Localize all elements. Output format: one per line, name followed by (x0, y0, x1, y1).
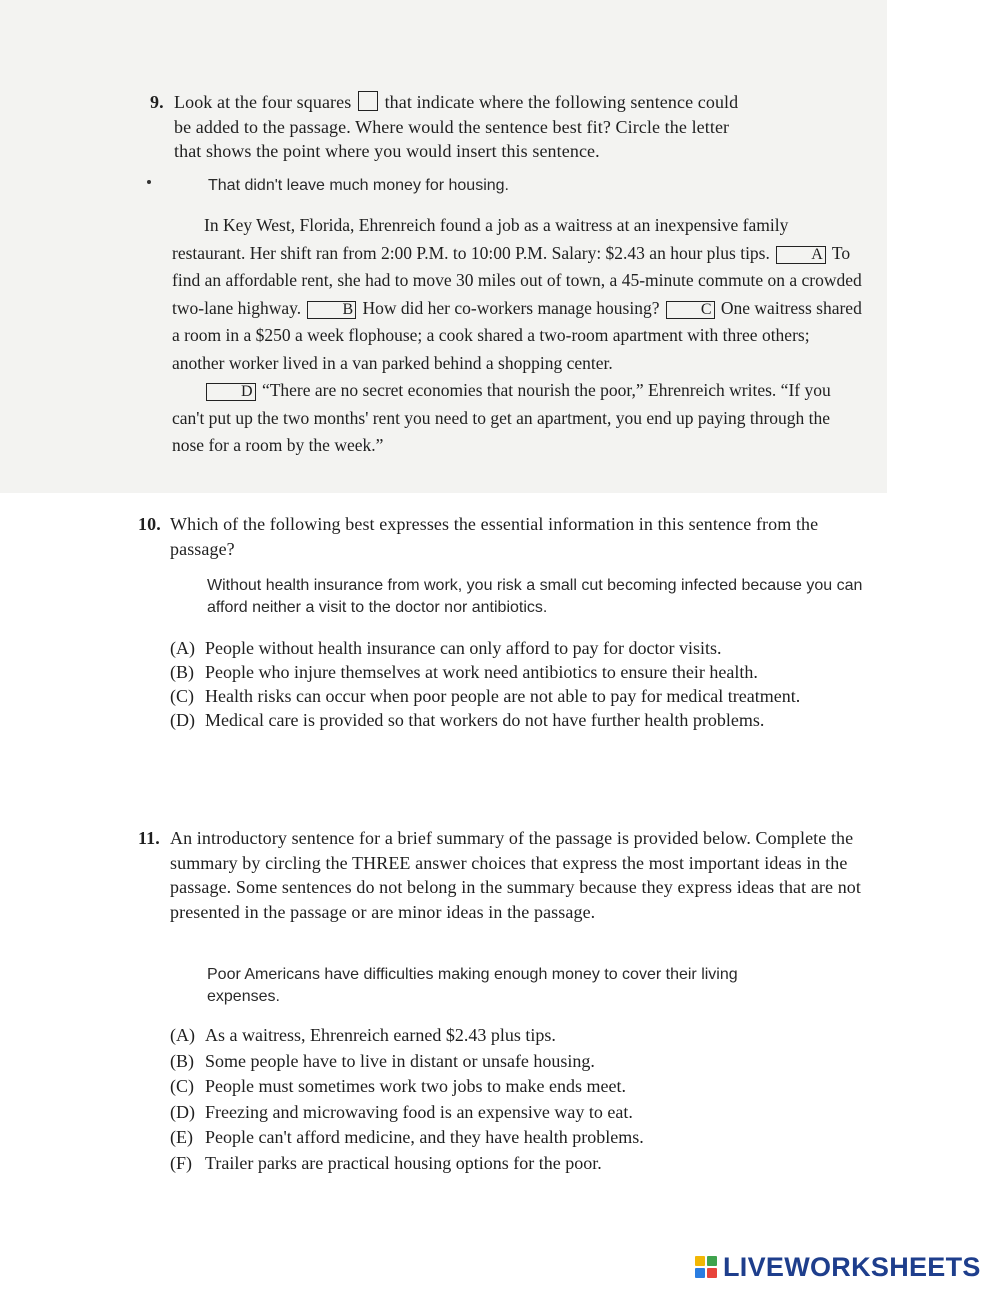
option-text: Medical care is provided so that workers do not have further health problems. (205, 710, 765, 730)
square-icon (358, 91, 378, 111)
question-10 (138, 512, 878, 561)
option-letter: (B) (170, 1050, 194, 1071)
question-9-prompt-line3: that shows the point where you would insert this sentence. (174, 141, 600, 161)
question-10-prompt: Which of the following best expresses the essential information in this sentence from the passage? (170, 514, 819, 559)
insert-box-c[interactable]: C (666, 301, 715, 319)
question-9-number: 9. (150, 92, 164, 112)
liveworksheets-logo[interactable] (695, 1252, 981, 1282)
question-9-prompt-line1a: Look at the four squares (174, 92, 352, 112)
option-text: Trailer parks are practical housing options for the poor. (205, 1152, 602, 1173)
question-10-option-d[interactable] (170, 708, 870, 732)
question-11-option-d[interactable] (170, 1100, 870, 1126)
option-text: Health risks can occur when poor people are not able to pay for medical treatment. (205, 686, 801, 706)
passage-text-1: In Key West, Florida, Ehrenreich found a job as a waitress at an inexpensive family restaurant. Her shift ran from 2:00 P.M. to 10:00 P.M. Salary: $2.43 an hour plus tips. (172, 215, 789, 263)
question-9-prompt (174, 90, 870, 164)
inserted-sentence: That didn't leave much money for housing. (208, 177, 509, 194)
question-10-option-b[interactable] (170, 660, 870, 684)
passage-paragraph-2 (172, 377, 862, 460)
question-11-option-a[interactable] (170, 1023, 870, 1049)
insert-box-a[interactable]: A (776, 246, 826, 264)
passage-text-4: One waitress shared a room in a $250 a week flophouse; a cook shared a two-room apartment with three others; another worker lived in a van parked behind a shopping center. (172, 297, 862, 373)
question-9-prompt-line2: be added to the passage. Where would the sentence best fit? Circle the letter (174, 116, 730, 137)
question-11-prompt: An introductory sentence for a brief summary of the passage is provided below. Complete the summary by circling the THREE answer choices that express the most important ideas in the passage. Some sentences do not belong in the summary because they express ideas that are not presented in the passage or are minor ideas in the passage. (170, 828, 862, 922)
question-9 (150, 90, 870, 164)
question-11 (138, 826, 878, 924)
question-11-quote: Poor Americans have difficulties making enough money to cover their living expenses. (207, 966, 738, 1005)
insert-box-d[interactable]: D (206, 383, 256, 401)
insert-box-b[interactable]: B (307, 301, 356, 319)
option-text: Some people have to live in distant or unsafe housing. (205, 1050, 595, 1071)
passage-text-5: “There are no secret economies that nourish the poor,” Ehrenreich writes. “If you can't put up the two months' rent you need to get an apartment, you end up paying through the nose for a room by the week.” (172, 380, 831, 455)
question-10-number: 10. (138, 514, 161, 534)
question-11-option-b[interactable] (170, 1049, 870, 1075)
option-text: Freezing and microwaving food is an expensive way to eat. (205, 1101, 633, 1122)
question-9-prompt-line1b: that indicate where the following sentence could (384, 92, 739, 112)
scan-speck (147, 180, 151, 184)
passage-text-2: To find an affordable rent, she had to move 30 miles out of town, a 45-minute commute on a crowded two-lane highway. (172, 242, 862, 318)
option-letter: (C) (170, 1076, 194, 1096)
question-10-quote: Without health insurance from work, you risk a small cut becoming infected because you can afford neither a visit to the doctor nor antibiotics. (207, 577, 863, 616)
question-11-options (170, 1023, 870, 1176)
option-letter: (A) (170, 1025, 195, 1045)
option-letter: (A) (170, 638, 195, 658)
question-11-option-e[interactable] (170, 1125, 870, 1151)
question-11-option-c[interactable] (170, 1074, 870, 1100)
passage-text-3: How did her co-workers manage housing? (362, 297, 660, 318)
option-text: People can't afford medicine, and they have health problems. (205, 1127, 644, 1147)
option-letter: (E) (170, 1127, 193, 1147)
option-letter: (D) (170, 1101, 195, 1122)
option-letter: (B) (170, 662, 194, 682)
option-text: People without health insurance can only afford to pay for doctor visits. (205, 638, 722, 658)
question-10-option-c[interactable] (170, 684, 870, 708)
question-11-option-f[interactable] (170, 1151, 870, 1177)
option-text: As a waitress, Ehrenreich earned $2.43 plus tips. (205, 1025, 556, 1045)
option-letter: (C) (170, 686, 194, 706)
option-text: People who injure themselves at work need antibiotics to ensure their health. (205, 662, 758, 682)
option-letter: (F) (170, 1152, 192, 1173)
question-10-options (170, 636, 870, 732)
passage (172, 212, 862, 460)
liveworksheets-logo-icon (695, 1256, 717, 1278)
question-11-number: 11. (138, 828, 160, 848)
logo-text: LIVEWORKSHEETS (723, 1251, 981, 1282)
option-letter: (D) (170, 710, 195, 730)
passage-paragraph-1 (172, 212, 862, 377)
option-text: People must sometimes work two jobs to make ends meet. (205, 1076, 626, 1096)
question-10-option-a[interactable] (170, 636, 870, 660)
